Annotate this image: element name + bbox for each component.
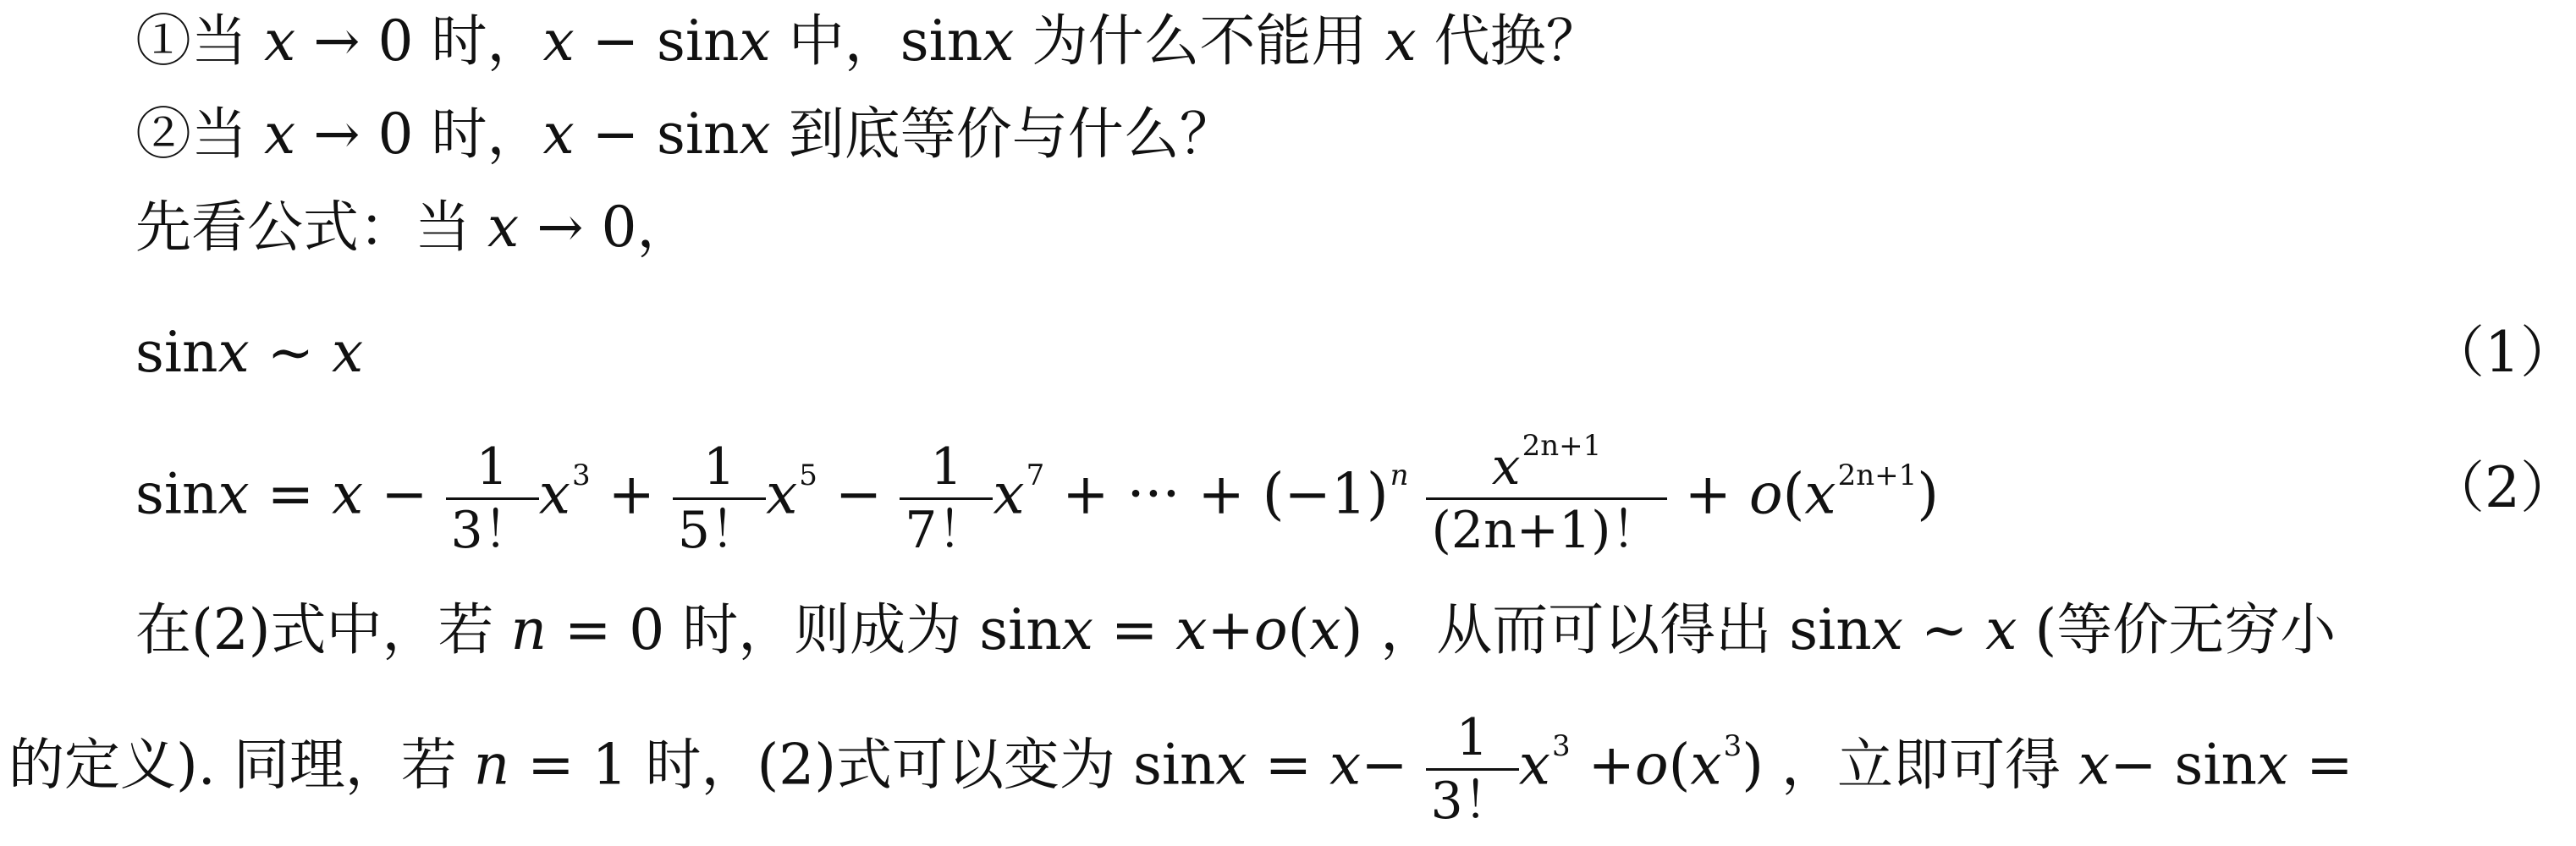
- paragraph-line-2: 的定义). 同理，若 n = 1 时，(2)式可以变为 sinx = x− $\frac{1}{3!}$ $x^3 +o(x^3)$ ，立即可得 x− sinx =: [8, 708, 2353, 831]
- intro-line: 先看公式：当 x → 0，: [135, 195, 693, 260]
- fraction-1-over-5-factorial: $\frac{1}{5!}$: [673, 442, 766, 556]
- equation-2: sinx = x − $\frac{1}{3!}$ $x^3$ + $\frac{1}{5!}$ $x^5$ − $\frac{1}{7!}$ $x^7$ + ··· + $(-1)^n$ $\frac{x^{2n+1}}{(2n+1)!}$ + $o(x^{2n+1})$ （2）: [135, 429, 2576, 560]
- fraction-general-term: $\frac{x^{2n+1}}{(2n+1)!}$: [1426, 442, 1666, 556]
- equation-1: sinx ∼ x （1）: [135, 306, 2576, 399]
- fraction-1-over-7-factorial: $\frac{1}{7!}$: [900, 442, 993, 556]
- fraction-1-over-3-factorial: $\frac{1}{3!}$: [446, 442, 539, 556]
- fraction-1-over-3-factorial-inline: $\frac{1}{3!}$: [1426, 712, 1519, 827]
- question-2: ②当 x → 0 时，x − sinx 到底等价与什么？: [135, 102, 1236, 167]
- equation-1-number: （1）: [2429, 320, 2576, 385]
- paragraph-line-1: 在(2)式中，若 n = 0 时，则成为 sinx = x+o(x) ，从而可以得出 sinx ∼ x (等价无穷小: [135, 597, 2337, 662]
- question-1: ①当 x → 0 时，x − sinx 中，sinx 为什么不能用 x 代换？: [135, 8, 1602, 74]
- equation-2-number: （2）: [2429, 455, 2576, 520]
